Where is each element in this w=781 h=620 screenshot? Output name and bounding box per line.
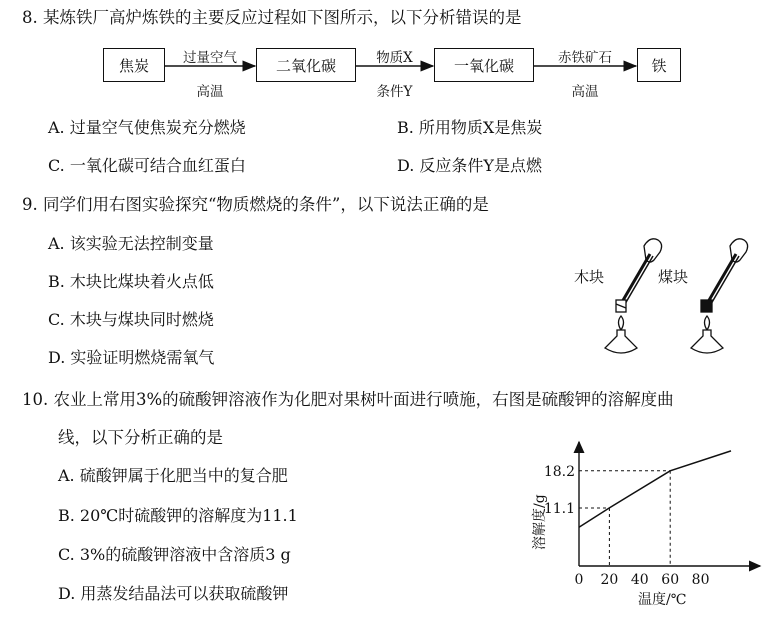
q8-option-b: B. 所用物质X是焦炭 <box>397 118 543 137</box>
solubility-chart <box>520 430 770 616</box>
left-lamp <box>605 330 637 353</box>
y-tick-label: 11.1 <box>543 500 575 517</box>
right-flame <box>705 316 710 330</box>
flow-arrow-1-above: 过量空气 <box>183 50 237 66</box>
q9-label-wood: 木块 <box>574 268 605 286</box>
x-tick-label: 0 <box>574 572 584 588</box>
right-lamp <box>691 330 723 353</box>
q9-option-d: D. 实验证明燃烧需氧气 <box>48 348 215 367</box>
flow-node-coke: 焦炭 <box>103 48 165 82</box>
q10-stem-line2: 线，以下分析正确的是 <box>58 428 223 447</box>
q10-option-d: D. 用蒸发结晶法可以获取硫酸钾 <box>58 584 289 603</box>
q10-option-c: C. 3%的硫酸钾溶液中含溶质3 g <box>58 545 291 564</box>
q9-stem: 9. 同学们用右图实验探究“物质燃烧的条件”，以下说法正确的是 <box>22 195 489 214</box>
left-flame <box>619 316 624 330</box>
x-axis-label: 温度/℃ <box>638 592 687 608</box>
q9-option-a: A. 该实验无法控制变量 <box>48 234 214 253</box>
q9-label-coal: 煤块 <box>658 268 689 286</box>
right-setup <box>691 239 748 353</box>
q8-option-d: D. 反应条件Y是点燃 <box>397 156 542 175</box>
flow-arrow-3-above: 赤铁矿石 <box>558 50 612 66</box>
q8-stem: 8. 某炼铁厂高炉炼铁的主要反应过程如下图所示，以下分析错误的是 <box>22 8 522 27</box>
q8-option-c: C. 一氧化碳可结合血红蛋白 <box>48 156 246 175</box>
q9-option-c: C. 木块与煤块同时燃烧 <box>48 310 214 329</box>
y-axis-label: 溶解度/g <box>532 494 548 550</box>
q10-option-b: B. 20℃时硫酸钾的溶解度为11.1 <box>58 506 298 525</box>
left-tongs <box>622 254 650 302</box>
coal-block <box>701 300 712 312</box>
q8-option-a: A. 过量空气使焦炭充分燃烧 <box>48 118 246 137</box>
q9-experiment-figure <box>560 230 760 370</box>
flow-arrow-3-below: 高温 <box>571 84 599 100</box>
left-setup <box>605 239 662 353</box>
y-tick-label: 18.2 <box>543 463 575 480</box>
flow-arrow-1-below: 高温 <box>196 84 224 100</box>
x-tick-label: 40 <box>630 572 649 588</box>
x-tick-label: 60 <box>661 572 680 588</box>
flow-node-co: 一氧化碳 <box>434 48 534 82</box>
q10-stem-line1: 10. 农业上常用3%的硫酸钾溶液作为化肥对果树叶面进行喷施，右图是硫酸钾的溶解度曲 <box>22 390 674 409</box>
x-tick-label: 20 <box>600 572 619 588</box>
right-tongs <box>708 254 736 302</box>
flow-arrow-2-above: 物质X <box>376 50 413 66</box>
flow-node-iron: 铁 <box>637 48 681 82</box>
flow-node-co2: 二氧化碳 <box>256 48 356 82</box>
flow-arrow-2-below: 条件Y <box>376 84 413 100</box>
q10-option-a: A. 硫酸钾属于化肥当中的复合肥 <box>58 466 288 485</box>
solubility-curve <box>579 451 731 527</box>
q9-option-b: B. 木块比煤块着火点低 <box>48 272 214 291</box>
x-tick-label: 80 <box>691 572 710 588</box>
